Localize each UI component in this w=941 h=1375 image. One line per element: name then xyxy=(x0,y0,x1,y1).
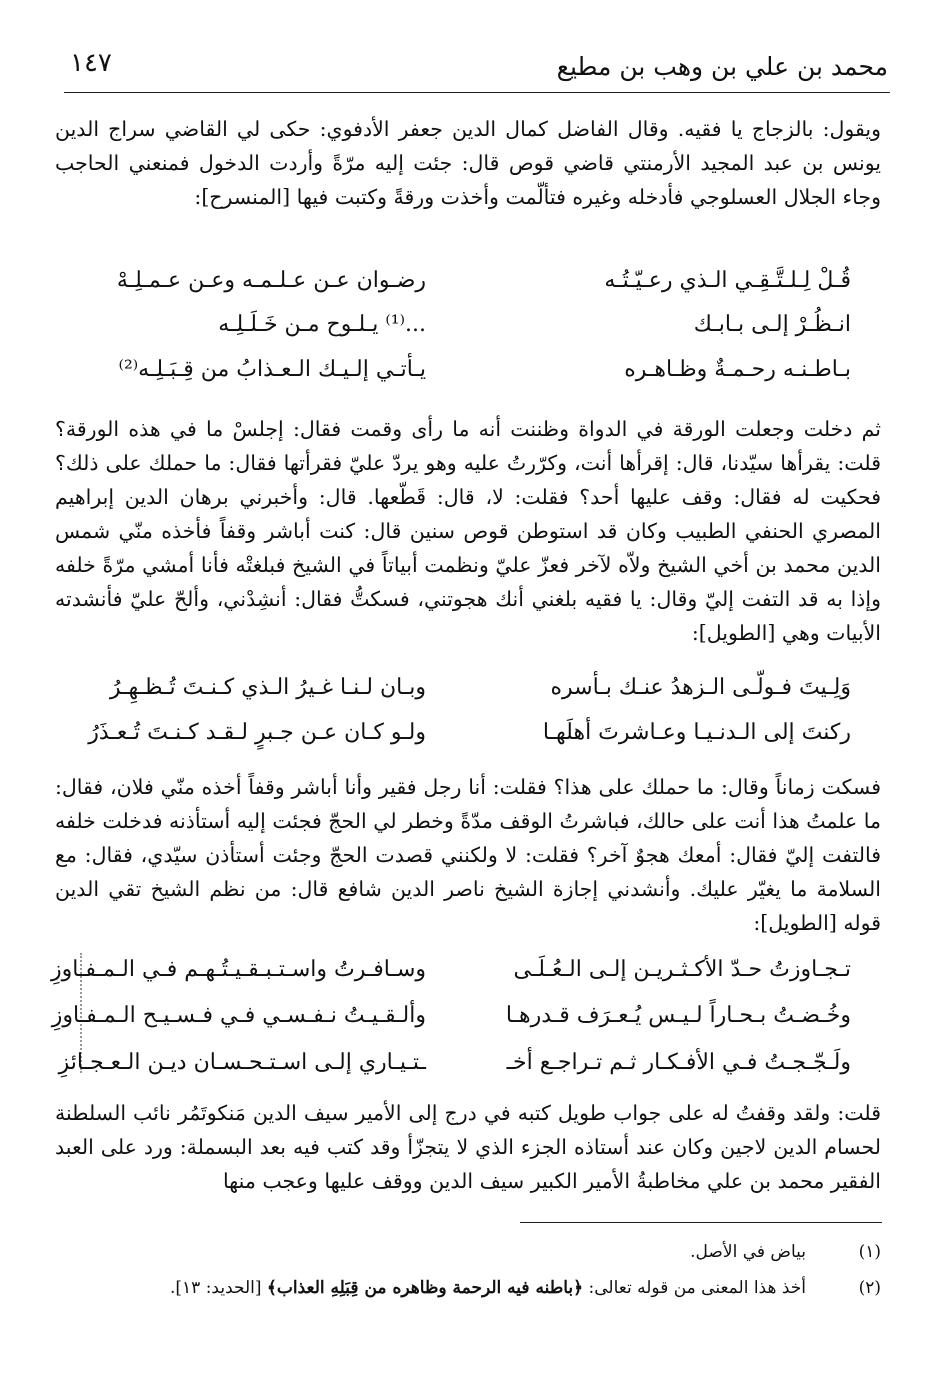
verse-3-second-hemistich: يـأتـي إلـيـك الـعـذابُ من قِـبَـلِـه⁽²⁾ xyxy=(118,357,426,382)
paragraph-3: فسكت زماناً وقال: ما حملك على هذا؟ فقلت: أنا رجل فقير وأنا أباشر وقفاً أخذه منّي فلان، فقال: ما علمتُ هذا أنت على حالك، فباشرتُ الوقف مدّةً وخطر لي الحجّ فجئت إليه أستأذنه فدخلت خلفه فالتفت إليّ فقال: أمعك هجوٌ آخر؟ فقلت: لا ولكنني قصدت الحجّ وجئت أستأذن سيّدي، فقال: مع السلامة ما يغيّر عليك. وأنشدني إجازة الشيخ ناصر الدين شافع قال: من نظم الشيخ تقي الدين قوله [الطويل]: xyxy=(55,775,881,935)
verse-line-5 xyxy=(88,720,851,756)
verse-7-second-hemistich: وألـقـيـتُ نـفـسـي فـي فـسـيـح الـمـفـاوزِ xyxy=(51,1003,426,1028)
verse-1-second-hemistich: رضـوان عـن عـلـمـه وعـن عـمـلِـهْ xyxy=(116,268,426,293)
verse-6-second-hemistich: وسـافـرتُ واسـتـبـقـيـتُـهـم فـي الـمـفـاوزِ xyxy=(51,957,426,982)
verse-line-1 xyxy=(91,268,851,304)
verse-6-first-hemistich: تـجـاوزتُ حـدّ الأكـثـريـن إلـى الـعُـلَـى xyxy=(513,957,851,982)
footnote-2-intro: أخذ هذا المعنى من قوله تعالى: xyxy=(588,1278,806,1298)
footnote-2-citation: [الحديد: ١٣]. xyxy=(169,1278,262,1298)
running-title: محمد بن علي بن وهب بن مطيع xyxy=(556,52,888,81)
verse-line-3 xyxy=(91,357,851,393)
running-header xyxy=(64,48,888,86)
verse-line-2 xyxy=(91,312,851,348)
verse-4-first-hemistich: وَلِـيتَ فـولّـى الـزهدُ عنـك بـأسره xyxy=(550,675,851,700)
verse-line-6 xyxy=(51,957,851,993)
verse-line-8 xyxy=(58,1050,851,1086)
footnote-2-number: (٢) xyxy=(858,1278,881,1298)
footnote-1-number: (١) xyxy=(858,1242,881,1262)
verse-2-second-hemistich: ...⁽¹⁾ يـلـوح مـن خَـلَـلِـه xyxy=(218,312,426,337)
paragraph-1: ويقول: بالزجاج يا فقيه. وقال الفاضل كمال الدين جعفر الأدفوي: حكى لي القاضي سراج الدين يونس بن عبد المجيد الأرمنتي قاضي قوص قال: جئت إليه مرّةً وأردت الدخول فمنعني الحاجب وجاء الجلال العسلوجي فأدخله وغيره فتألّمت وأخذت ورقةً وكتبت فيها [المنسرح]: xyxy=(55,117,881,209)
verse-5-second-hemistich: ولـو كـان عـن جـبرٍ لـقـد كـنـتَ تُـعـذَرُ xyxy=(88,720,426,745)
verse-1-first-hemistich: قُـلْ لِـلـتَّـقِـي الـذي رعـيّـتُـه xyxy=(604,268,851,293)
verse-3-first-hemistich: بـاطـنـه رحـمـةٌ وظـاهـره xyxy=(624,357,851,382)
paragraph-2: ثم دخلت وجعلت الورقة في الدواة وظننت أنه ما رأى وقمت فقال: إجلسْ ما في هذه الورقة؟ قلت: يقرأها سيّدنا، قال: إقرأها أنت، وكرّرتُ عليه وهو يردّ عليّ فقرأتها فقال: ما حملك على ذلك؟ فحكيت له فقال: وقف عليها أحد؟ فقلت: لا، قال: قَطّعها. قال: وأخبرني برهان الدين إبراهيم المصري الحنفي الطبيب وكان قد استوطن قوص سنين قال: كنت أباشر وقفاً فأخذه منّي شمس الدين محمد بن أخي الشيخ ولاّه لآخر فعزّ عليّ ونظمت أبياتاً في الشيخ فبلغتْه فأنا أمشي مرّةً خلفه وإذا به قد التفت إليّ وقال: يا فقيه بلغني أنك هجوتني، فسكتُّ فقال: أنشِدْني، وألحّ عليّ فأنشدته الأبيات وهي [الطويل]: xyxy=(55,417,881,645)
header-rule xyxy=(64,92,890,93)
verse-8-first-hemistich: ولَـجّـجـتُ فـي الأفـكـار ثـم تـراجـع أخـ xyxy=(506,1050,851,1075)
verse-7-first-hemistich: وخُـضـتُ بـحـاراً لـيـس يُـعـرَف قـدرهـا xyxy=(505,1003,851,1028)
footnote-2-text xyxy=(170,1274,806,1302)
footnote-2-quran-quote: ﴿باطنه فيه الرحمة وظاهره من قِبَلِهِ العذاب﴾ xyxy=(266,1278,584,1298)
verse-line-4 xyxy=(91,675,851,711)
verse-5-first-hemistich: ركنتَ إلى الـدنـيـا وعـاشرتَ أهلَهـا xyxy=(542,720,851,745)
footnote-1-text: بياض في الأصل. xyxy=(690,1242,806,1262)
verse-line-7 xyxy=(51,1003,851,1039)
verse-2-first-hemistich: انـظُـرْ إلـى بـابـك xyxy=(693,312,851,337)
paragraph-4: قلت: ولقد وقفتُ له على جواب طويل كتبه في درج إلى الأمير سيف الدين مَنكوتَمُر نائب السلطنة لحسام الدين لاجين وكان عند أستاذه الجزء الذي لا يتجزّأ وقد كتب فيه بعد البسملة: ورد على العبد الفقير محمد بن علي مخاطبةُ الأمير الكبير سيف الدين ووقف عليها وعجب منها xyxy=(55,1101,881,1193)
verse-8-second-hemistich: ـتـيـاري إلـى اسـتـحـسـان ديـن الـعـجـائزِ xyxy=(58,1050,426,1075)
page-number: ١٤٧ xyxy=(70,48,112,78)
verse-4-second-hemistich: وبـان لـنـا غـيرُ الـذي كـنـتَ تُـظـهِـرُ xyxy=(109,675,426,700)
footnote-rule xyxy=(520,1222,882,1223)
